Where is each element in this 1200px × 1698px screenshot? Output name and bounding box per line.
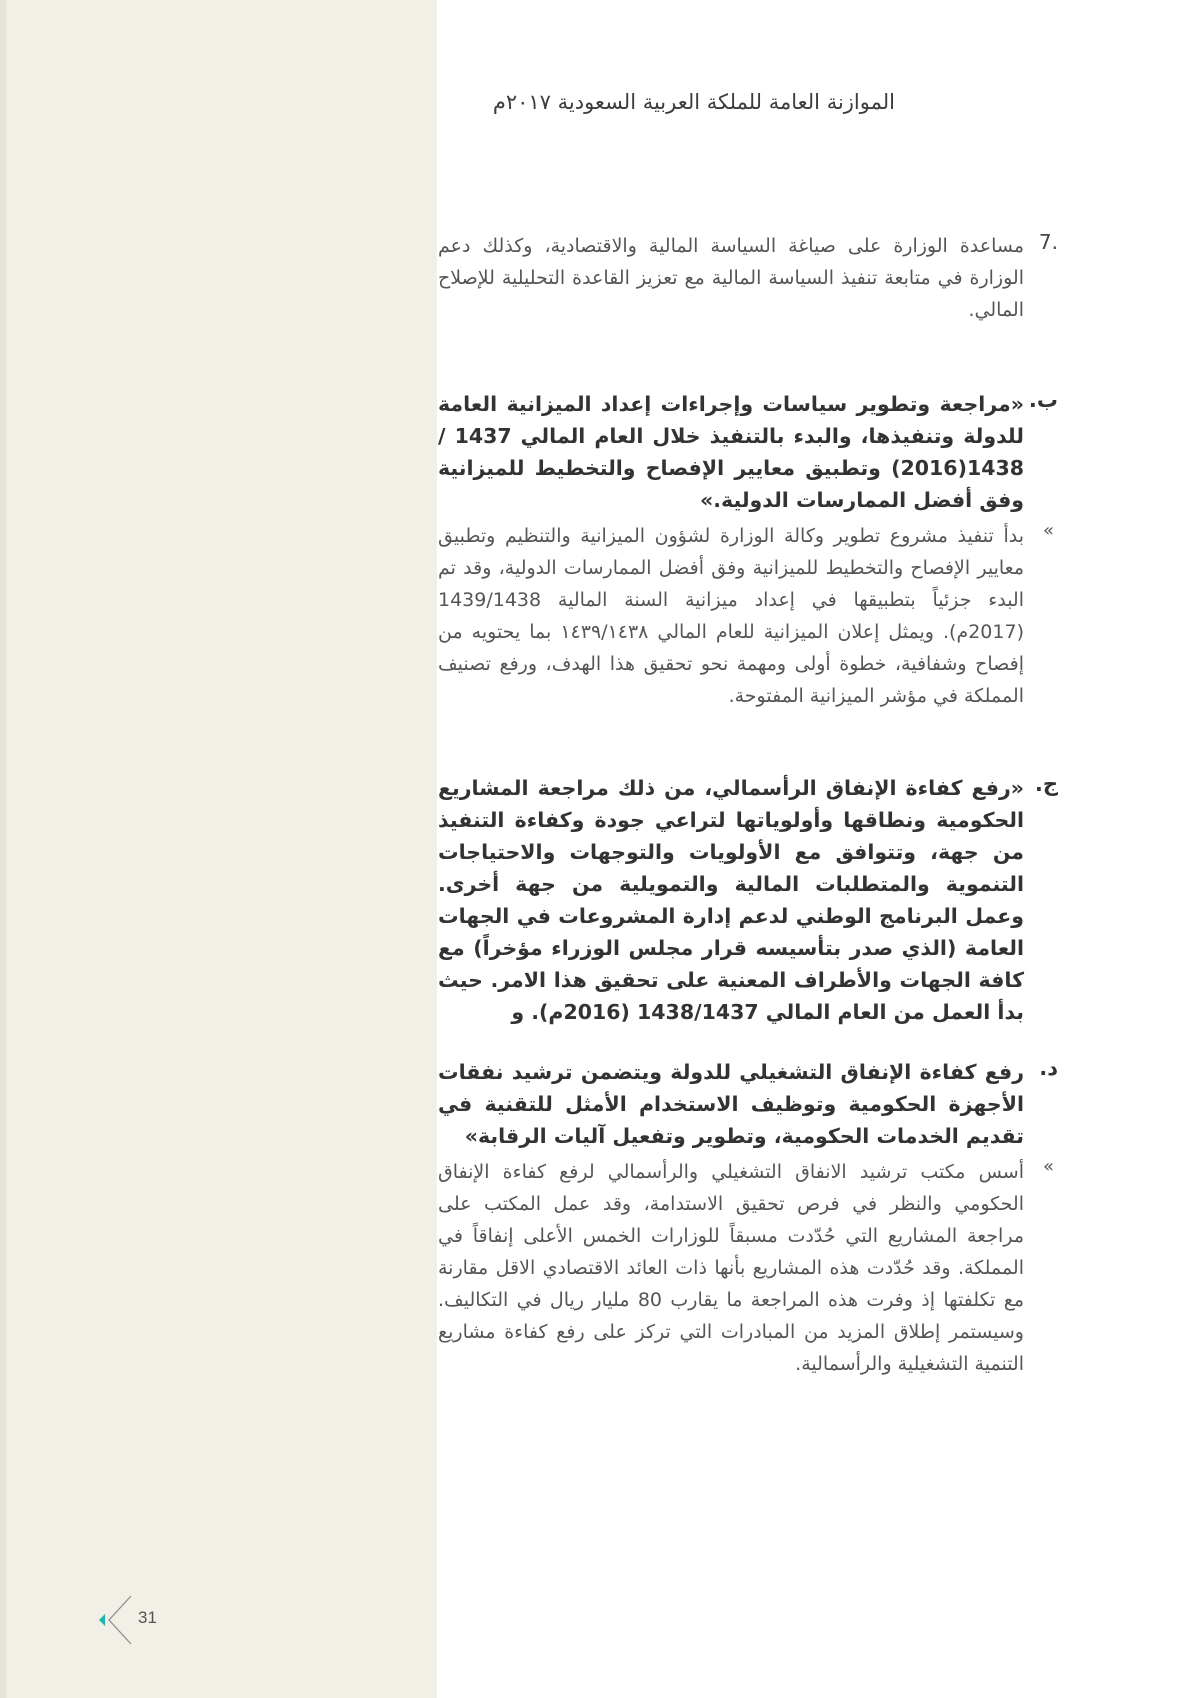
page-number: 31 [138,1608,157,1627]
bullet-item [438,1156,1058,1380]
section-j [438,772,1058,1028]
page-footer [93,1592,173,1648]
running-header-title: الموازنة العامة للملكة العربية السعودية ٢٠١٧م [492,90,895,114]
bullet-text: بدأ تنفيذ مشروع تطوير وكالة الوزارة لشؤون الميزانية والتنظيم وتطبيق معايير الإفصاح والتخطيط للميزانية وفق أفضل الممارسات الدولية، وقد تم البدء جزئياً بتطبيقها في إعداد ميزانية السنة المالية 1439/1438 (2017م). ويمثل إعلان الميزانية للعام المالي ١٤٣٩/١٤٣٨ بما يحتويه من إفصاح وشفافية، خطوة أولى ومهمة نحو تحقيق هذا الهدف، ورفع تصنيف المملكة في مؤشر الميزانية المفتوحة. [438,525,1024,707]
main-content [438,230,1058,1380]
section-heading: «مراجعة وتطوير سياسات وإجراءات إعداد الميزانية العامة للدولة وتنفيذها، والبدء بالتنفيذ خلال العام المالي 1437 / 1438(2016) وتطبيق معايير الإفصاح والتخطيط للميزانية وفق أفضل الممارسات الدولية.» [438,392,1024,512]
bullet-marker: » [1042,1156,1054,1177]
bullet-marker: » [1042,520,1054,541]
section-heading: رفع كفاءة الإنفاق التشغيلي للدولة ويتضمن ترشيد نفقات الأجهزة الحكومية وتوظيف الاستخدام الأمثل للتقنية في تقديم الخدمات الحكومية، وتطوير وتفعيل آليات الرقابة» [438,1060,1024,1148]
page-edge [0,0,6,1698]
list-item-7 [438,230,1058,326]
triangle-accent-icon [99,1614,105,1626]
section-heading: «رفع كفاءة الإنفاق الرأسمالي، من ذلك مراجعة المشاريع الحكومية ونطاقها وأولوياتها لتراعي جودة وكفاءة التنفيذ من جهة، وتتوافق مع الأولويات والتوجهات والاحتياجات التنموية والمتطلبات المالية والتمويلية من جهة أخرى. وعمل البرنامج الوطني لدعم إدارة المشروعات في الجهات العامة (الذي صدر بتأسيسه قرار مجلس الوزراء مؤخراً) مع كافة الجهات والأطراف المعنية على تحقيق هذا الامر. حيث بدأ العمل من العام المالي 1438/1437 (2016م). و [438,776,1024,1024]
section-letter: ج. [1034,772,1058,796]
item-number: .7 [1038,230,1058,254]
bullet-item [438,520,1058,712]
page-arrow-icon [93,1592,133,1648]
side-panel [0,0,437,1698]
item-text: مساعدة الوزارة على صياغة السياسة المالية والاقتصادية، وكذلك دعم الوزارة في متابعة تنفيذ السياسة المالية مع تعزيز القاعدة التحليلية للإصلاح المالي. [438,235,1024,321]
section-b [438,388,1058,516]
section-d [438,1056,1058,1152]
bullet-text: أسس مكتب ترشيد الانفاق التشغيلي والرأسمالي لرفع كفاءة الإنفاق الحكومي والنظر في فرص تحقيق الاستدامة، وقد عمل المكتب على مراجعة المشاريع التي حُدّدت مسبقاً للوزارات الخمس الأعلى إنفاقاً في المملكة. وقد حُدّدت هذه المشاريع بأنها ذات العائد الاقتصادي الاقل مقارنة مع تكلفتها إذ وفرت هذه المراجعة ما يقارب 80 مليار ريال في التكاليف. وسيستمر إطلاق المزيد من المبادرات التي تركز على رفع كفاءة مشاريع التنمية التشغيلية والرأسمالية. [438,1161,1024,1375]
section-letter: د. [1039,1056,1058,1080]
section-letter: ب. [1028,388,1058,412]
